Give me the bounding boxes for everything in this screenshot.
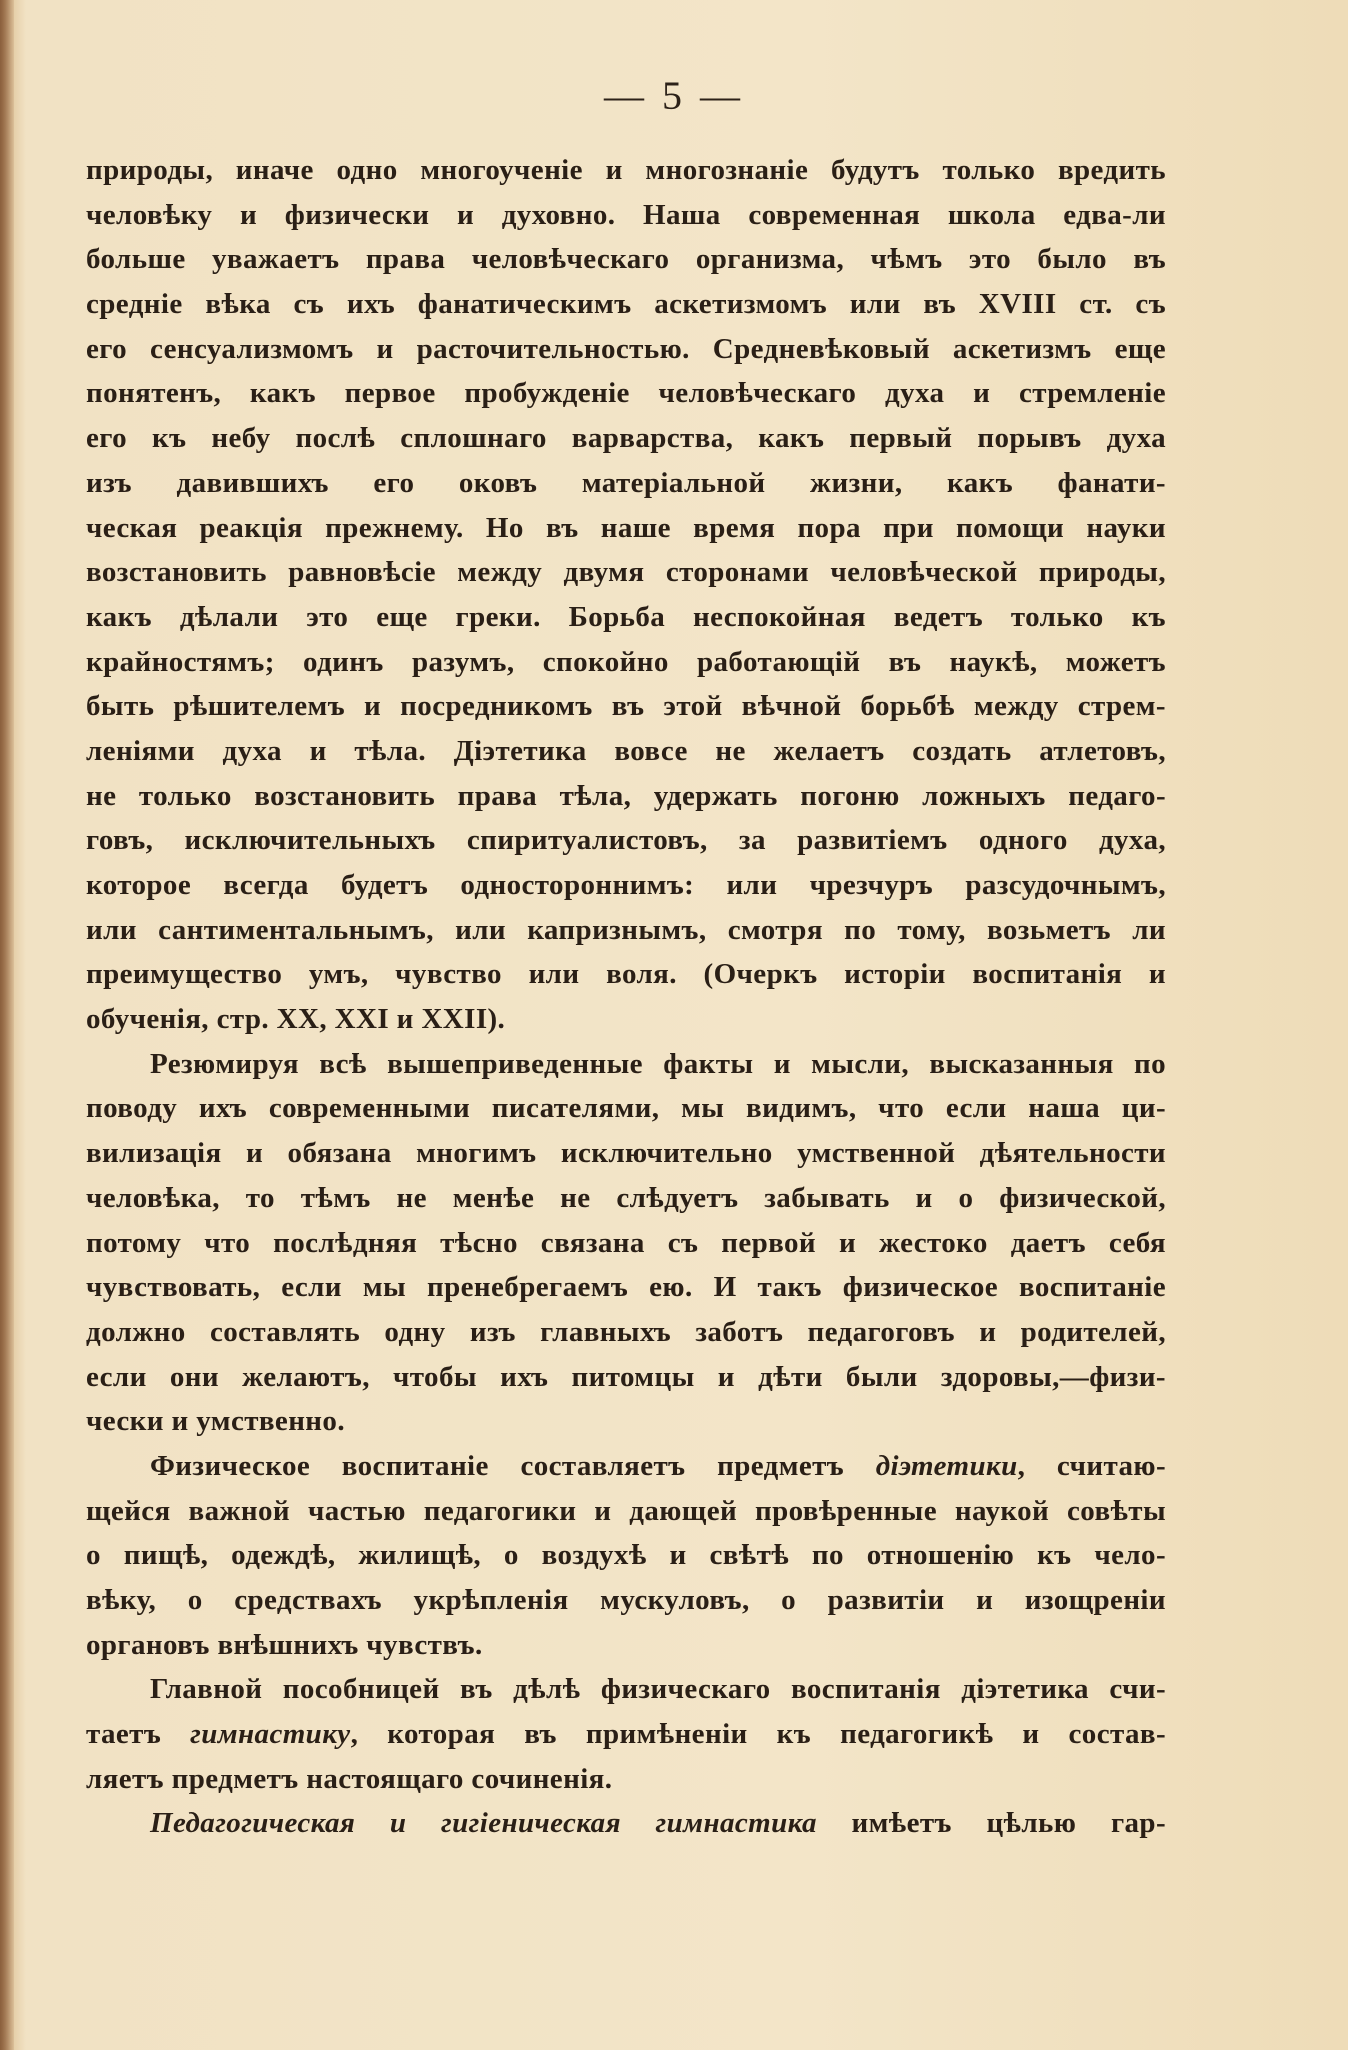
text-line: щейся важной частью педагогики и дающей провѣренные наукой совѣты: [86, 1494, 1166, 1527]
paragraph-4: [86, 1667, 1166, 1801]
text-line: средніе вѣка съ ихъ фанатическимъ аскетизмомъ или въ XVIII ст. съ: [86, 288, 1166, 321]
paragraph-3: [86, 1444, 1166, 1667]
text-line: человѣка, то тѣмъ не менѣе не слѣдуетъ забывать и о физической,: [86, 1181, 1166, 1214]
text-line: или сантиментальнымъ, или капризнымъ, смотря по тому, возьметъ ли: [86, 913, 1166, 946]
text-run: , считаю-: [1017, 1449, 1166, 1482]
text-line: [86, 1444, 1166, 1489]
text-line: Главной пособницей въ дѣлѣ физическаго воспитанія діэтетика счи-: [150, 1673, 1166, 1706]
text-line: быть рѣшителемъ и посредникомъ въ этой вѣчной борьбѣ между стрем-: [86, 690, 1166, 723]
text-line: леніями духа и тѣла. Діэтетика вовсе не желаетъ создать атлетовъ,: [86, 734, 1166, 767]
text-line: Резюмируя всѣ вышеприведенные факты и мысли, высказанныя по: [150, 1047, 1166, 1080]
text-line: которое всегда будетъ одностороннимъ: или чрезчуръ разсудочнымъ,: [86, 869, 1166, 901]
text-line: природы, иначе одно многоученіе и многознаніе будутъ только вредить: [86, 154, 1166, 186]
body-text: [86, 148, 1166, 1846]
text-line: органовъ внѣшнихъ чувствъ.: [86, 1628, 483, 1661]
text-line: изъ давившихъ его оковъ матеріальной жизни, какъ фанати-: [86, 466, 1166, 499]
text-line: крайностямъ; одинъ разумъ, спокойно работающій въ наукѣ, можетъ: [86, 645, 1166, 678]
text-line: ческая реакція прежнему. Но въ наше время пора при помощи науки: [86, 511, 1166, 544]
text-line: возстановить равновѣсіе между двумя сторонами человѣческой природы,: [86, 556, 1166, 589]
text-line: какъ дѣлали это еще греки. Борьба неспокойная ведетъ только къ: [86, 600, 1166, 633]
page-gutter: [0, 0, 14, 2050]
text-line: не только возстановить права тѣла, удержать погоню ложныхъ педаго-: [86, 779, 1166, 812]
text-line: говъ, исключительныхъ спиритуалистовъ, за развитіемъ одного духа,: [86, 824, 1166, 857]
text-line: чески и умственно.: [86, 1405, 345, 1438]
text-line: поводу ихъ современными писателями, мы видимъ, что если наша ци-: [86, 1092, 1166, 1125]
text-line: если они желаютъ, чтобы ихъ питомцы и дѣти были здоровы,—физи-: [86, 1360, 1166, 1393]
text-line: вилизація и обязана многимъ исключительно умственной дѣятельности: [86, 1137, 1166, 1170]
paragraph-1: [86, 148, 1166, 1042]
paragraph-2: [86, 1042, 1166, 1444]
text-line: его сенсуализмомъ и расточительностью. Средневѣковый аскетизмъ еще: [86, 332, 1166, 365]
text-line: чувствовать, если мы пренебрегаемъ ею. И такъ физическое воспитаніе: [86, 1271, 1166, 1304]
text-line: [86, 1801, 1166, 1846]
text-run: таетъ: [86, 1718, 191, 1751]
text-run: Физическое воспитаніе составляетъ предметъ: [150, 1449, 876, 1482]
text-line: потому что послѣдняя тѣсно связана съ первой и жестоко даетъ себя: [86, 1226, 1166, 1259]
text-line: обученія, стр. XX, XXI и XXII).: [86, 1003, 506, 1036]
italic-term-gymnastics: гимнастику: [190, 1718, 351, 1751]
text-line: [86, 1712, 1166, 1757]
italic-term-gymnastics-types: Педагогическая и гигіеническая гимнастика: [150, 1807, 817, 1840]
text-run: , которая въ примѣненіи къ педагогикѣ и состав-: [350, 1718, 1166, 1751]
paragraph-5: [86, 1801, 1166, 1846]
text-run: имѣетъ цѣлью гар-: [816, 1807, 1166, 1840]
page-number: — 5 —: [604, 73, 744, 118]
italic-term-dietetics: діэтетики: [875, 1449, 1018, 1482]
text-line: ляетъ предметъ настоящаго сочиненія.: [86, 1762, 613, 1795]
text-line: преимущество умъ, чувство или воля. (Очеркъ исторіи воспитанія и: [86, 958, 1166, 991]
text-line: его къ небу послѣ сплошнаго варварства, какъ первый порывъ духа: [86, 422, 1166, 455]
text-line: о пищѣ, одеждѣ, жилищѣ, о воздухѣ и свѣтѣ по отношенію къ чело-: [86, 1539, 1166, 1572]
text-line: человѣку и физически и духовно. Наша современная школа едва-ли: [86, 198, 1166, 231]
text-line: больше уважаетъ права человѣческаго организма, чѣмъ это было въ: [86, 243, 1166, 276]
text-line: вѣку, о средствахъ укрѣпленія мускуловъ, о развитіи и изощреніи: [86, 1584, 1166, 1616]
text-line: должно составлять одну изъ главныхъ заботъ педагоговъ и родителей,: [86, 1315, 1166, 1348]
text-line: понятенъ, какъ первое пробужденіе человѣческаго духа и стремленіе: [86, 377, 1166, 410]
